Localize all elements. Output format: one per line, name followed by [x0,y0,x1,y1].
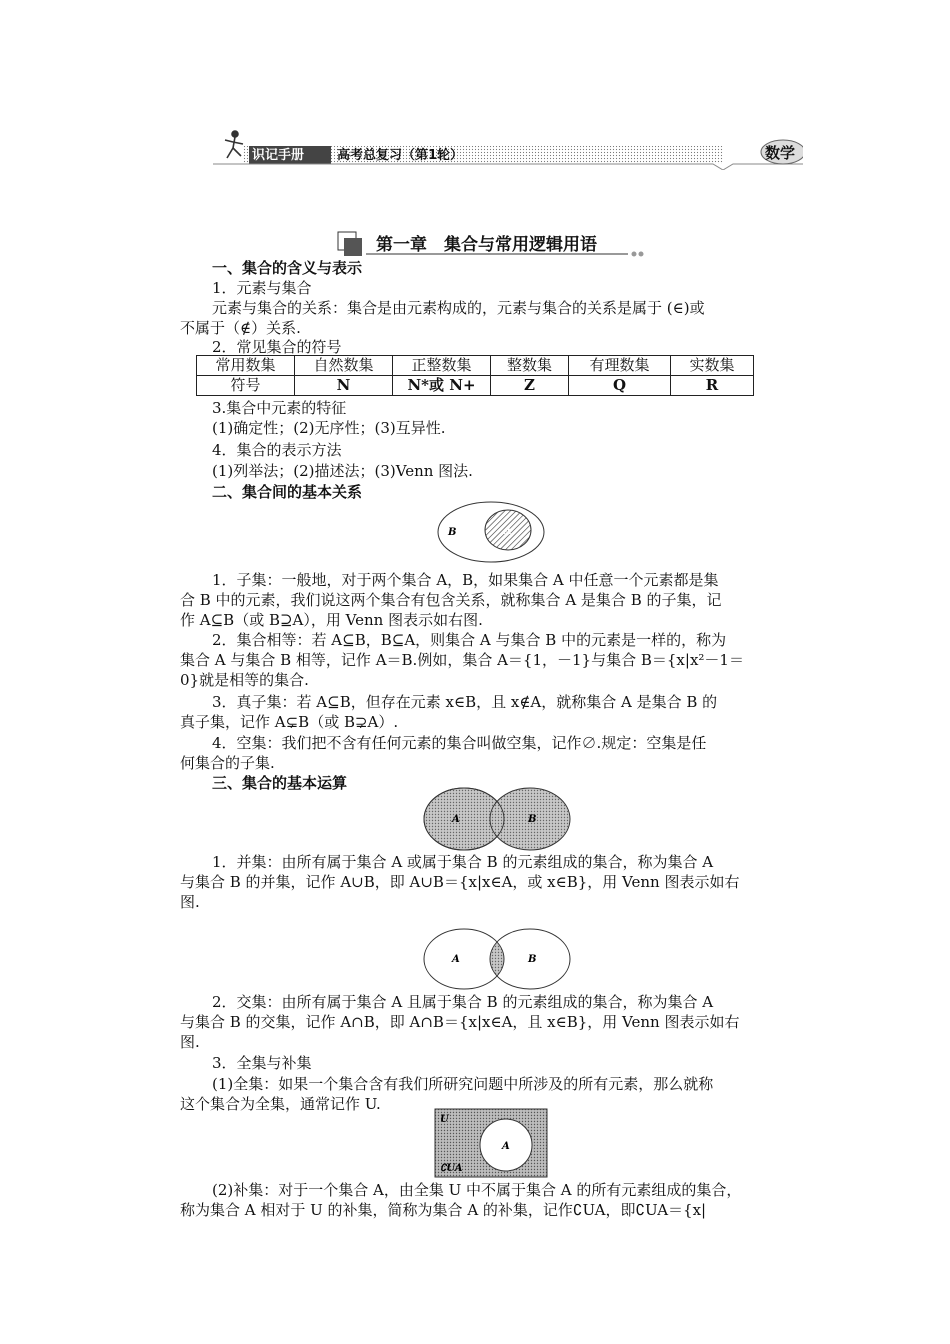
subsection-title: 4．集合的表示方法 [212,441,342,459]
table-row [197,356,754,376]
table-cell: 正整数集 [393,356,491,376]
set-label-a: A [502,1141,510,1152]
table-row [197,376,754,396]
paragraph-line: 图. [180,893,200,911]
set-label-b: B [528,814,537,825]
paragraph-line: 与集合 B 的并集，记作 A∪B，即 A∪B＝{x|x∈A，或 x∈B}，用 Venn 图表示如右 [180,873,740,891]
paragraph-line: 这个集合为全集，通常记作 U. [180,1095,381,1113]
paragraph-line: 2．交集：由所有属于集合 A 且属于集合 B 的元素组成的集合，称为集合 A [212,993,714,1011]
paragraph-line: 称为集合 A 相对于 U 的补集，简称为集合 A 的补集，记作∁UA，即∁UA＝{x| [180,1201,707,1219]
paragraph-line: (1)确定性；(2)无序性；(3)互异性. [212,419,446,437]
table-cell: 常用数集 [197,356,295,376]
table-cell: 实数集 [671,356,754,376]
table-cell: 有理数集 [569,356,671,376]
paragraph-line: 元素与集合的关系：集合是由元素构成的，元素与集合的关系是属于 (∈)或 [212,299,705,317]
paragraph-line: 集合 A 与集合 B 相等，记作 A＝B.例如，集合 A＝{1，－1}与集合 B＝{x|x²－1＝ [180,651,744,669]
paragraph-line: 不属于（∉）关系. [180,319,301,337]
subsection-title: 3．全集与补集 [212,1054,312,1072]
paragraph-line: 与集合 B 的交集，记作 A∩B，即 A∩B＝{x|x∈A，且 x∈B}，用 Venn 图表示如右 [180,1013,740,1031]
set-label-a: A [504,526,512,537]
paragraph-line: (1)全集：如果一个集合含有我们所研究问题中所涉及的所有元素，那么就称 [212,1075,714,1093]
paragraph-line: 何集合的子集. [180,754,275,772]
paragraph-line: 2．集合相等：若 A⊆B，B⊆A，则集合 A 与集合 B 中的元素是一样的，称为 [212,631,727,649]
intersection-venn-diagram [422,927,572,991]
set-label-a: A [452,954,460,965]
table-cell: 整数集 [491,356,569,376]
section-heading: 三、集合的基本运算 [212,774,348,792]
table-cell: Z [491,376,569,396]
paragraph-line: (2)补集：对于一个集合 A，由全集 U 中不属于集合 A 的所有元素组成的集合， [212,1181,742,1199]
paragraph-line: 3．真子集：若 A⊆B，但存在元素 x∈B，且 x∉A，就称集合 A 是集合 B 的 [212,693,718,711]
chapter-title: 第一章 集合与常用逻辑用语 [376,235,597,255]
set-label-b: B [448,527,457,538]
header-series: 高考总复习（第1轮） [337,148,464,163]
subsection-title: 1．元素与集合 [212,279,312,297]
paragraph-line: 1．并集：由所有属于集合 A 或属于集合 B 的元素组成的集合，称为集合 A [212,853,714,871]
table-cell: R [671,376,754,396]
paragraph-line: (1)列举法；(2)描述法；(3)Venn 图法. [212,462,473,480]
runner-figure-icon [225,131,243,158]
paragraph-line: 4．空集：我们把不含有任何元素的集合叫做空集，记作∅.规定：空集是任 [212,734,707,752]
union-venn-diagram [422,786,572,852]
set-symbol-table [196,355,754,396]
section-heading: 二、集合间的基本关系 [212,483,363,501]
complement-label: ∁UA [440,1163,463,1174]
table-cell: 符号 [197,376,295,396]
paragraph-line: 合 B 中的元素，我们说这两个集合有包含关系，就称集合 A 是集合 B 的子集，记 [180,591,722,609]
complement-venn-diagram [434,1108,548,1178]
header-badge: 识记手册 [252,148,305,163]
paragraph-line: 真子集，记作 A⊊B（或 B⊋A）. [180,713,399,731]
set-label-b: B [528,954,537,965]
header-subject: 数学 [765,144,796,162]
paragraph-line: 1．子集：一般地，对于两个集合 A，B，如果集合 A 中任意一个元素都是集 [212,571,719,589]
table-cell: 自然数集 [295,356,393,376]
paragraph-line: 0}就是相等的集合. [180,671,309,689]
table-cell: Q [569,376,671,396]
subsection-title: 3.集合中元素的特征 [212,399,347,417]
section-heading: 一、集合的含义与表示 [212,259,363,277]
set-label-a: A [452,814,460,825]
set-label-u: U [440,1114,449,1125]
paragraph-line: 图. [180,1033,200,1051]
subset-venn-diagram [436,500,546,564]
table-cell: N [295,376,393,396]
table-cell: N*或 N+ [393,376,491,396]
subsection-title: 2．常见集合的符号 [212,338,342,356]
paragraph-line: 作 A⊆B（或 B⊇A），用 Venn 图表示如右图. [180,611,483,629]
